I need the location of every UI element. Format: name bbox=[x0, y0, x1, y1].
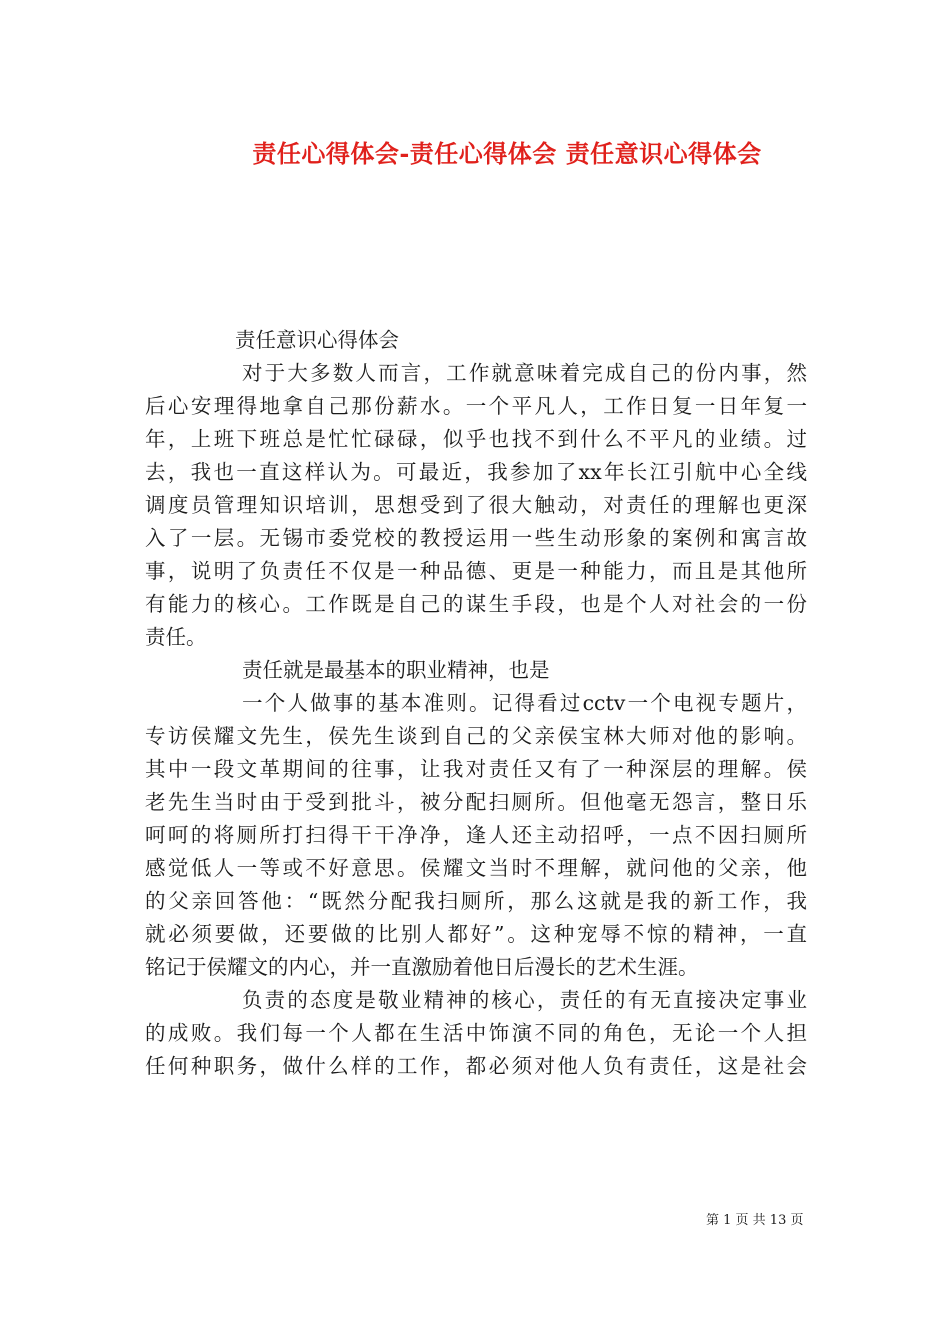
document-body bbox=[145, 324, 807, 1083]
paragraph-line: 其中一段文革期间的往事，让我对责任又有了一种深层的理解。侯 bbox=[145, 757, 807, 781]
paragraph-line: 呵呵的将厕所打扫得干干净净，逢人还主动招呼，一点不因扫厕所 bbox=[145, 823, 807, 847]
paragraph-line: 感觉低人一等或不好意思。侯耀文当时不理解，就问他的父亲，他 bbox=[145, 856, 807, 880]
paragraph-line: 入了一层。无锡市委党校的教授运用一些生动形象的案例和寓言故 bbox=[145, 526, 807, 550]
document-title: 责任心得体会-责任心得体会 责任意识心得体会 bbox=[252, 139, 762, 168]
paragraph-line: 的成败。我们每一个人都在生活中饰演不同的角色，无论一个人担 bbox=[145, 1021, 807, 1045]
paragraph-line: 老先生当时由于受到批斗，被分配扫厕所。但他毫无怨言，整日乐 bbox=[145, 790, 807, 814]
paragraph-line: 负责的态度是敬业精神的核心，责任的有无直接决定事业 bbox=[242, 988, 807, 1012]
paragraph-line: 后心安理得地拿自己那份薪水。一个平凡人，工作日复一日年复一 bbox=[145, 394, 807, 418]
paragraph-line: 事，说明了负责任不仅是一种品德、更是一种能力，而且是其他所 bbox=[145, 559, 807, 583]
paragraph-line: 责任就是最基本的职业精神，也是 bbox=[242, 658, 550, 682]
paragraph-line: 任何种职务，做什么样的工作，都必须对他人负有责任，这是社会 bbox=[145, 1054, 807, 1078]
paragraph-line: 一个人做事的基本准则。记得看过cctv一个电视专题片， bbox=[242, 691, 807, 715]
paragraph-line: 的父亲回答他：“既然分配我扫厕所，那么这就是我的新工作，我 bbox=[145, 889, 807, 913]
section-heading: 责任意识心得体会 bbox=[235, 328, 399, 352]
paragraph-line: 对于大多数人而言，工作就意味着完成自己的份内事，然 bbox=[242, 361, 807, 385]
paragraph-line: 去，我也一直这样认为。可最近，我参加了xx年长江引航中心全线 bbox=[145, 460, 807, 484]
paragraph-line: 责任。 bbox=[145, 625, 207, 649]
paragraph-line: 调度员管理知识培训，思想受到了很大触动，对责任的理解也更深 bbox=[145, 493, 807, 517]
paragraph-line: 专访侯耀文先生，侯先生谈到自己的父亲侯宝林大师对他的影响。 bbox=[145, 724, 807, 748]
paragraph-line: 就必须要做，还要做的比别人都好”。这种宠辱不惊的精神，一直 bbox=[145, 922, 807, 946]
page-number: 第 1 页 共 13 页 bbox=[706, 1213, 804, 1228]
paragraph-line: 铭记于侯耀文的内心，并一直激励着他日后漫长的艺术生涯。 bbox=[145, 955, 699, 979]
paragraph-line: 年，上班下班总是忙忙碌碌，似乎也找不到什么不平凡的业绩。过 bbox=[145, 427, 807, 451]
paragraph-line: 有能力的核心。工作既是自己的谋生手段，也是个人对社会的一份 bbox=[145, 592, 807, 616]
